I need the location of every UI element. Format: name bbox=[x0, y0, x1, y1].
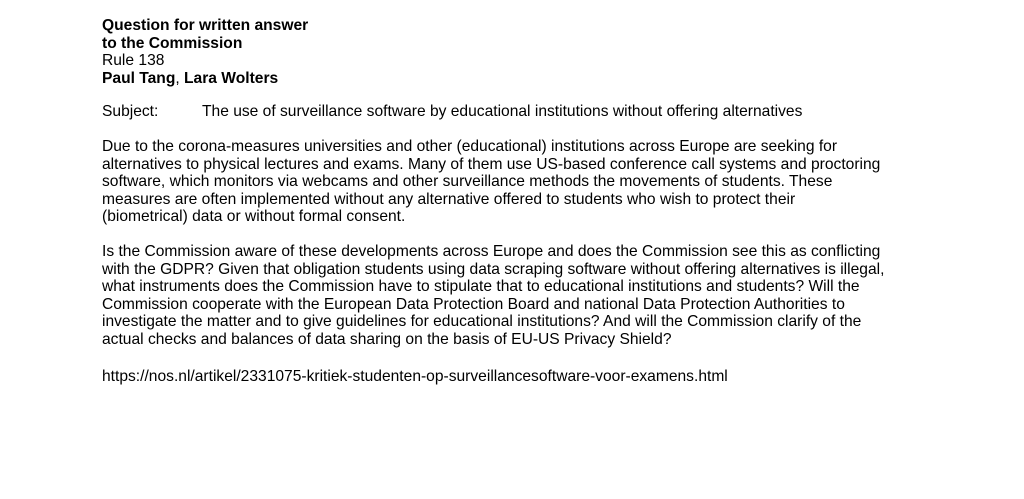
authors bbox=[102, 70, 1002, 88]
author-separator: , bbox=[175, 69, 185, 87]
doc-type-line2: to the Commission bbox=[102, 34, 243, 52]
author-paul-tang: Paul Tang bbox=[102, 69, 176, 87]
author-lara-wolters: Lara Wolters bbox=[184, 69, 279, 87]
paragraph-background: Due to the corona-measures universities and other (educational) institutions across Europe are seeking for alternatives to physical lectures and exams. Many of them use US-based conference call systems and proctoring software, which monitors via webcams and other surveillance methods the movements of students. These measures are often implemented without any alternative offered to students who wish to protect their (biometrical) data or without formal consent. bbox=[102, 137, 881, 226]
paragraph-questions: Is the Commission aware of these developments across Europe and does the Commission see this as conflicting with the GDPR? Given that obligation students using data scraping software without offering alternatives is illegal, what instruments does the Commission have to stipulate that to educational institutions and students? Will the Commission cooperate with the European Data Protection Board and national Data Protection Authorities to investigate the matter and to give guidelines for educational institutions? And will the Commission clarify of the actual checks and balances of data sharing on the basis of EU-US Privacy Shield? bbox=[102, 242, 885, 348]
subject-label: Subject: bbox=[102, 103, 159, 121]
rule-reference: Rule 138 bbox=[102, 52, 165, 70]
doc-type-line1: Question for written answer bbox=[102, 17, 309, 34]
document bbox=[102, 17, 1002, 385]
subject-text: The use of surveillance software by educational institutions without offering alternatives bbox=[202, 103, 803, 121]
source-link[interactable]: https://nos.nl/artikel/2331075-kritiek-studenten-op-surveillancesoftware-voor-examens.html bbox=[102, 367, 728, 385]
subject-row bbox=[102, 103, 1002, 121]
